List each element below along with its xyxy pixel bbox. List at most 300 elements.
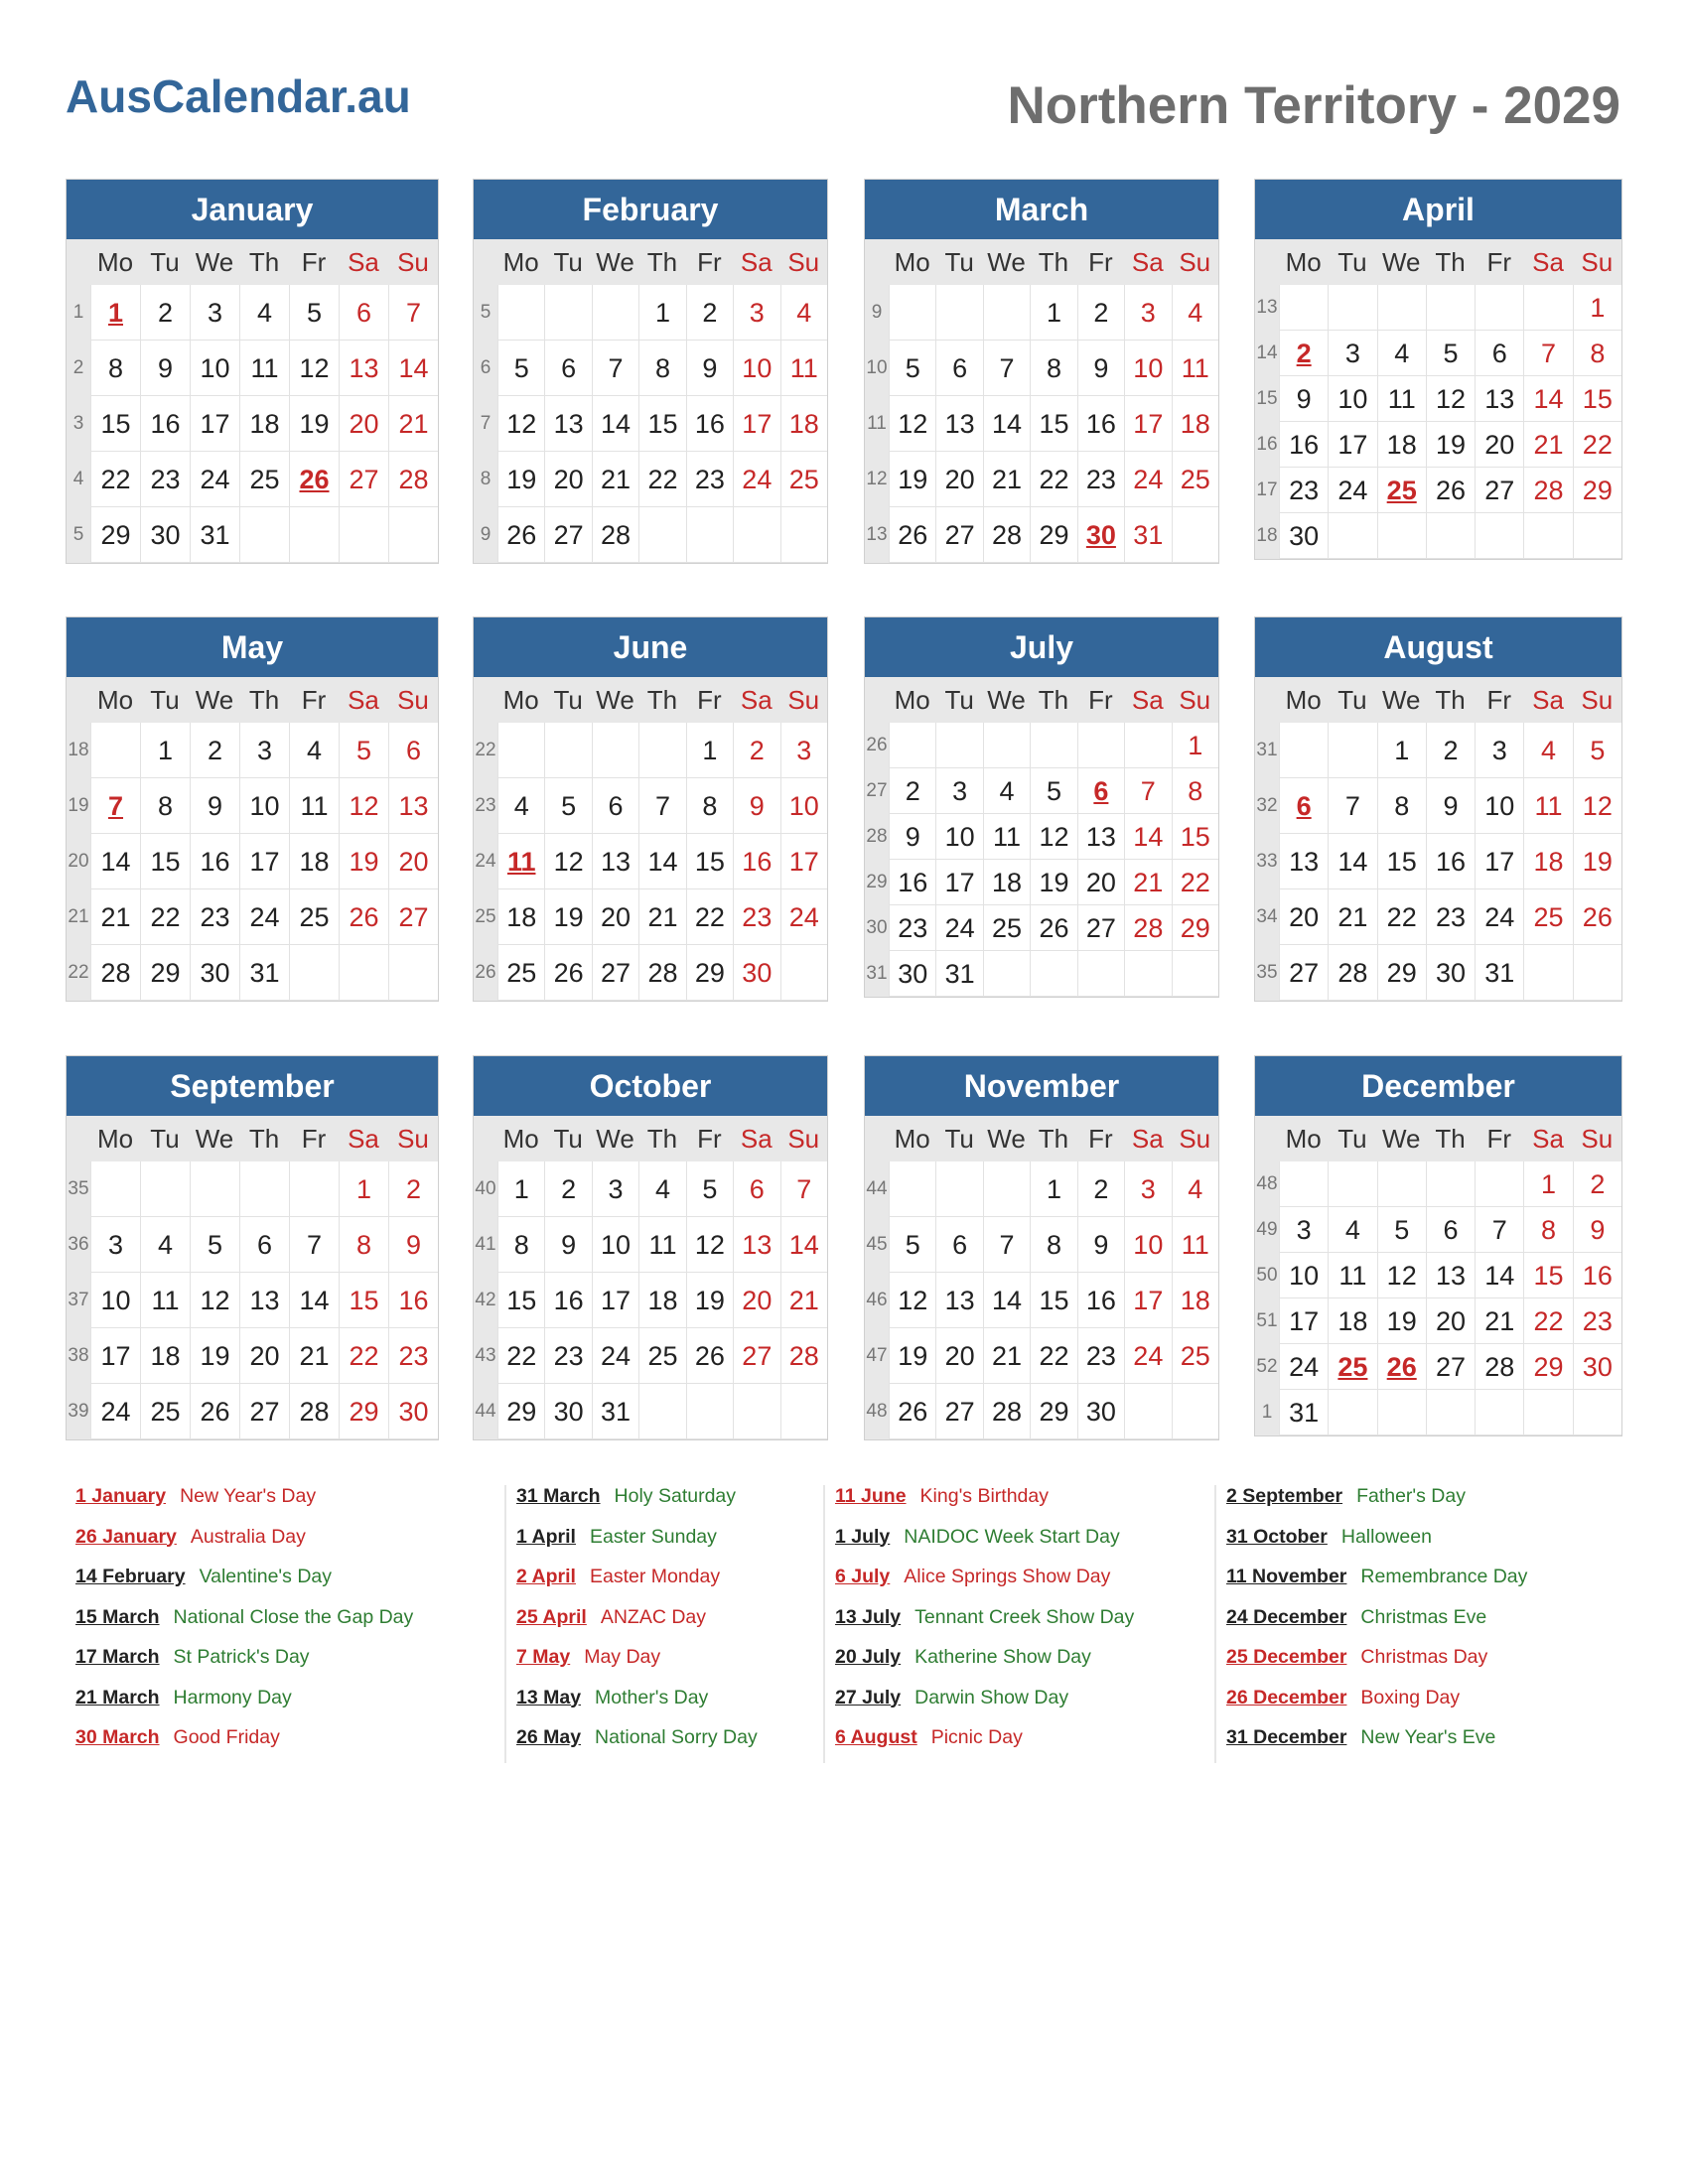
day-cell[interactable]: 24 [239,889,289,945]
day-cell[interactable]: 5 [889,341,935,396]
day-cell[interactable]: 7 [90,778,140,834]
day-cell[interactable]: 10 [90,1273,140,1328]
day-cell[interactable]: 18 [289,834,339,889]
day-cell[interactable]: 15 [1030,1273,1076,1328]
day-cell[interactable]: 5 [339,723,388,778]
day-cell[interactable]: 15 [1573,376,1621,422]
day-cell[interactable]: 30 [544,1384,591,1439]
day-cell[interactable]: 21 [1523,422,1572,468]
day-cell[interactable]: 22 [1172,860,1218,905]
day-cell[interactable]: 2 [544,1161,591,1217]
day-cell[interactable]: 26 [339,889,388,945]
day-cell[interactable]: 11 [780,341,827,396]
day-cell[interactable]: 18 [239,396,289,452]
day-cell[interactable]: 12 [339,778,388,834]
day-cell[interactable]: 22 [1523,1298,1572,1344]
day-cell[interactable]: 18 [780,396,827,452]
day-cell[interactable]: 17 [733,396,779,452]
day-cell[interactable]: 28 [289,1384,339,1439]
day-cell[interactable]: 24 [935,905,982,951]
day-cell[interactable]: 12 [497,396,544,452]
day-cell[interactable]: 24 [1279,1344,1328,1390]
day-cell[interactable]: 4 [1377,331,1426,376]
day-cell[interactable]: 16 [1077,1273,1124,1328]
day-cell[interactable]: 21 [1475,1298,1523,1344]
day-cell[interactable]: 15 [339,1273,388,1328]
day-cell[interactable]: 7 [638,778,685,834]
day-cell[interactable]: 2 [733,723,779,778]
day-cell[interactable]: 24 [1124,1328,1171,1384]
day-cell[interactable]: 16 [889,860,935,905]
day-cell[interactable]: 1 [1030,285,1076,341]
day-cell[interactable]: 21 [983,1328,1030,1384]
day-cell[interactable]: 11 [289,778,339,834]
day-cell[interactable]: 20 [1279,889,1328,945]
day-cell[interactable]: 17 [1124,396,1171,452]
day-cell[interactable]: 7 [1523,331,1572,376]
day-cell[interactable]: 3 [90,1217,140,1273]
day-cell[interactable]: 13 [1077,814,1124,860]
day-cell[interactable]: 13 [544,396,591,452]
day-cell[interactable]: 16 [140,396,190,452]
day-cell[interactable]: 2 [140,285,190,341]
day-cell[interactable]: 19 [339,834,388,889]
day-cell[interactable]: 22 [497,1328,544,1384]
day-cell[interactable]: 19 [686,1273,733,1328]
day-cell[interactable]: 6 [239,1217,289,1273]
site-logo-text[interactable]: AusCalendar.au [66,70,411,122]
day-cell[interactable]: 12 [289,341,339,396]
day-cell[interactable]: 12 [1426,376,1475,422]
day-cell[interactable]: 22 [339,1328,388,1384]
day-cell[interactable]: 12 [1573,778,1621,834]
legend-date-link[interactable]: 2 April [516,1566,576,1587]
day-cell[interactable]: 1 [686,723,733,778]
day-cell[interactable]: 30 [733,945,779,1001]
day-cell[interactable]: 23 [140,452,190,507]
day-cell[interactable]: 12 [889,396,935,452]
day-cell[interactable]: 11 [1172,341,1218,396]
day-cell[interactable]: 16 [190,834,239,889]
day-cell[interactable]: 28 [1124,905,1171,951]
day-cell[interactable]: 1 [1030,1161,1076,1217]
day-cell[interactable]: 10 [1124,1217,1171,1273]
legend-date-link[interactable]: 15 March [75,1605,160,1628]
day-cell[interactable]: 31 [1475,945,1523,1001]
day-cell[interactable]: 23 [733,889,779,945]
day-cell[interactable]: 30 [1426,945,1475,1001]
day-cell[interactable]: 14 [388,341,438,396]
day-cell[interactable]: 18 [1172,396,1218,452]
legend-date-link[interactable]: 26 May [516,1726,582,1748]
day-cell[interactable]: 29 [1030,1384,1076,1439]
day-cell[interactable]: 10 [592,1217,638,1273]
day-cell[interactable]: 23 [544,1328,591,1384]
day-cell[interactable]: 14 [592,396,638,452]
day-cell[interactable]: 9 [1573,1207,1621,1253]
day-cell[interactable]: 14 [1475,1253,1523,1298]
day-cell[interactable]: 7 [592,341,638,396]
day-cell[interactable]: 28 [592,507,638,563]
day-cell[interactable]: 14 [1523,376,1572,422]
day-cell[interactable]: 16 [686,396,733,452]
day-cell[interactable]: 26 [497,507,544,563]
day-cell[interactable]: 9 [889,814,935,860]
day-cell[interactable]: 17 [239,834,289,889]
day-cell[interactable]: 15 [638,396,685,452]
day-cell[interactable]: 20 [935,1328,982,1384]
day-cell[interactable]: 16 [1573,1253,1621,1298]
day-cell[interactable]: 1 [497,1161,544,1217]
day-cell[interactable]: 4 [1172,1161,1218,1217]
day-cell[interactable]: 8 [638,341,685,396]
day-cell[interactable]: 14 [780,1217,827,1273]
day-cell[interactable]: 29 [339,1384,388,1439]
day-cell[interactable]: 7 [780,1161,827,1217]
day-cell[interactable]: 3 [1124,1161,1171,1217]
day-cell[interactable]: 4 [638,1161,685,1217]
day-cell[interactable]: 14 [1124,814,1171,860]
day-cell[interactable]: 27 [388,889,438,945]
day-cell[interactable]: 10 [935,814,982,860]
day-cell[interactable]: 25 [1523,889,1572,945]
day-cell[interactable]: 20 [592,889,638,945]
day-cell[interactable]: 30 [1573,1344,1621,1390]
day-cell[interactable]: 10 [733,341,779,396]
day-cell[interactable]: 6 [1077,768,1124,814]
day-cell[interactable]: 19 [889,452,935,507]
day-cell[interactable]: 13 [1279,834,1328,889]
day-cell[interactable]: 7 [983,1217,1030,1273]
day-cell[interactable]: 12 [544,834,591,889]
day-cell[interactable]: 23 [889,905,935,951]
day-cell[interactable]: 29 [686,945,733,1001]
day-cell[interactable]: 2 [388,1161,438,1217]
day-cell[interactable]: 13 [239,1273,289,1328]
day-cell[interactable]: 15 [497,1273,544,1328]
day-cell[interactable]: 11 [1523,778,1572,834]
day-cell[interactable]: 24 [780,889,827,945]
day-cell[interactable]: 5 [889,1217,935,1273]
day-cell[interactable]: 19 [1573,834,1621,889]
day-cell[interactable]: 17 [780,834,827,889]
day-cell[interactable]: 26 [289,452,339,507]
day-cell[interactable]: 15 [1030,396,1076,452]
day-cell[interactable]: 19 [889,1328,935,1384]
day-cell[interactable]: 31 [1124,507,1171,563]
day-cell[interactable]: 24 [1475,889,1523,945]
day-cell[interactable]: 17 [90,1328,140,1384]
day-cell[interactable]: 30 [190,945,239,1001]
day-cell[interactable]: 2 [889,768,935,814]
day-cell[interactable]: 5 [686,1161,733,1217]
day-cell[interactable]: 13 [935,396,982,452]
day-cell[interactable]: 19 [1377,1298,1426,1344]
legend-date-link[interactable]: 26 December [1226,1686,1347,1708]
day-cell[interactable]: 3 [1328,331,1376,376]
day-cell[interactable]: 27 [339,452,388,507]
day-cell[interactable]: 31 [190,507,239,563]
day-cell[interactable]: 2 [1573,1161,1621,1207]
day-cell[interactable]: 21 [289,1328,339,1384]
day-cell[interactable]: 8 [1030,341,1076,396]
day-cell[interactable]: 8 [1573,331,1621,376]
day-cell[interactable]: 10 [1279,1253,1328,1298]
day-cell[interactable]: 15 [90,396,140,452]
legend-date-link[interactable]: 11 June [835,1485,907,1507]
day-cell[interactable]: 5 [190,1217,239,1273]
day-cell[interactable]: 23 [1426,889,1475,945]
day-cell[interactable]: 23 [1573,1298,1621,1344]
legend-date-link[interactable]: 14 February [75,1566,186,1587]
day-cell[interactable]: 12 [889,1273,935,1328]
day-cell[interactable]: 20 [339,396,388,452]
legend-date-link[interactable]: 20 July [835,1646,902,1668]
day-cell[interactable]: 20 [239,1328,289,1384]
day-cell[interactable]: 28 [638,945,685,1001]
legend-date-link[interactable]: 17 March [75,1646,160,1668]
day-cell[interactable]: 18 [140,1328,190,1384]
day-cell[interactable]: 11 [638,1217,685,1273]
day-cell[interactable]: 6 [935,341,982,396]
legend-date-link[interactable]: 13 July [835,1605,902,1628]
day-cell[interactable]: 6 [339,285,388,341]
day-cell[interactable]: 6 [935,1217,982,1273]
day-cell[interactable]: 12 [1377,1253,1426,1298]
legend-date-link[interactable]: 31 October [1226,1525,1328,1548]
day-cell[interactable]: 6 [733,1161,779,1217]
day-cell[interactable]: 5 [1426,331,1475,376]
day-cell[interactable]: 5 [1377,1207,1426,1253]
day-cell[interactable]: 27 [1475,468,1523,513]
day-cell[interactable]: 28 [1523,468,1572,513]
day-cell[interactable]: 26 [1377,1344,1426,1390]
legend-date-link[interactable]: 27 July [835,1686,902,1708]
day-cell[interactable]: 3 [935,768,982,814]
day-cell[interactable]: 3 [733,285,779,341]
day-cell[interactable]: 10 [239,778,289,834]
day-cell[interactable]: 21 [638,889,685,945]
day-cell[interactable]: 3 [1124,285,1171,341]
day-cell[interactable]: 25 [140,1384,190,1439]
day-cell[interactable]: 14 [90,834,140,889]
day-cell[interactable]: 24 [90,1384,140,1439]
day-cell[interactable]: 18 [983,860,1030,905]
day-cell[interactable]: 3 [1279,1207,1328,1253]
day-cell[interactable]: 16 [733,834,779,889]
day-cell[interactable]: 17 [592,1273,638,1328]
day-cell[interactable]: 31 [1279,1390,1328,1435]
day-cell[interactable]: 15 [140,834,190,889]
day-cell[interactable]: 10 [780,778,827,834]
day-cell[interactable]: 10 [1124,341,1171,396]
day-cell[interactable]: 31 [935,951,982,997]
day-cell[interactable]: 20 [544,452,591,507]
day-cell[interactable]: 9 [140,341,190,396]
day-cell[interactable]: 1 [90,285,140,341]
day-cell[interactable]: 4 [289,723,339,778]
day-cell[interactable]: 15 [686,834,733,889]
day-cell[interactable]: 2 [1077,285,1124,341]
day-cell[interactable]: 9 [544,1217,591,1273]
day-cell[interactable]: 1 [1172,723,1218,768]
day-cell[interactable]: 19 [497,452,544,507]
day-cell[interactable]: 5 [497,341,544,396]
day-cell[interactable]: 19 [190,1328,239,1384]
day-cell[interactable]: 13 [388,778,438,834]
day-cell[interactable]: 7 [289,1217,339,1273]
day-cell[interactable]: 25 [497,945,544,1001]
day-cell[interactable]: 4 [983,768,1030,814]
day-cell[interactable]: 27 [733,1328,779,1384]
day-cell[interactable]: 8 [1377,778,1426,834]
day-cell[interactable]: 2 [190,723,239,778]
legend-date-link[interactable]: 11 November [1226,1566,1347,1587]
day-cell[interactable]: 23 [686,452,733,507]
day-cell[interactable]: 28 [90,945,140,1001]
day-cell[interactable]: 5 [1030,768,1076,814]
day-cell[interactable]: 15 [1172,814,1218,860]
day-cell[interactable]: 1 [140,723,190,778]
legend-date-link[interactable]: 7 May [516,1646,571,1668]
day-cell[interactable]: 22 [686,889,733,945]
day-cell[interactable]: 9 [1279,376,1328,422]
day-cell[interactable]: 5 [1573,723,1621,778]
day-cell[interactable]: 8 [1172,768,1218,814]
day-cell[interactable]: 24 [190,452,239,507]
day-cell[interactable]: 4 [1328,1207,1376,1253]
day-cell[interactable]: 13 [1475,376,1523,422]
day-cell[interactable]: 24 [592,1328,638,1384]
day-cell[interactable]: 10 [190,341,239,396]
day-cell[interactable]: 8 [1523,1207,1572,1253]
day-cell[interactable]: 28 [388,452,438,507]
day-cell[interactable]: 7 [1475,1207,1523,1253]
day-cell[interactable]: 8 [1030,1217,1076,1273]
day-cell[interactable]: 16 [1077,396,1124,452]
day-cell[interactable]: 31 [239,945,289,1001]
day-cell[interactable]: 1 [339,1161,388,1217]
day-cell[interactable]: 13 [339,341,388,396]
day-cell[interactable]: 29 [1172,905,1218,951]
day-cell[interactable]: 4 [1523,723,1572,778]
day-cell[interactable]: 9 [388,1217,438,1273]
day-cell[interactable]: 21 [983,452,1030,507]
day-cell[interactable]: 14 [638,834,685,889]
day-cell[interactable]: 17 [1279,1298,1328,1344]
day-cell[interactable]: 8 [90,341,140,396]
day-cell[interactable]: 30 [388,1384,438,1439]
day-cell[interactable]: 22 [1030,1328,1076,1384]
legend-date-link[interactable]: 21 March [75,1686,160,1708]
day-cell[interactable]: 2 [1426,723,1475,778]
day-cell[interactable]: 17 [190,396,239,452]
day-cell[interactable]: 27 [935,507,982,563]
day-cell[interactable]: 28 [983,1384,1030,1439]
legend-date-link[interactable]: 30 March [75,1726,160,1748]
day-cell[interactable]: 23 [190,889,239,945]
day-cell[interactable]: 9 [1077,1217,1124,1273]
day-cell[interactable]: 14 [289,1273,339,1328]
day-cell[interactable]: 26 [190,1384,239,1439]
day-cell[interactable]: 22 [90,452,140,507]
day-cell[interactable]: 26 [889,507,935,563]
day-cell[interactable]: 11 [497,834,544,889]
day-cell[interactable]: 6 [592,778,638,834]
day-cell[interactable]: 7 [1328,778,1376,834]
day-cell[interactable]: 18 [497,889,544,945]
day-cell[interactable]: 2 [686,285,733,341]
legend-date-link[interactable]: 1 April [516,1525,576,1548]
day-cell[interactable]: 11 [1328,1253,1376,1298]
day-cell[interactable]: 28 [1328,945,1376,1001]
day-cell[interactable]: 24 [1124,452,1171,507]
day-cell[interactable]: 30 [1279,513,1328,559]
day-cell[interactable]: 28 [1475,1344,1523,1390]
day-cell[interactable]: 6 [1279,778,1328,834]
day-cell[interactable]: 27 [935,1384,982,1439]
day-cell[interactable]: 29 [90,507,140,563]
day-cell[interactable]: 9 [1426,778,1475,834]
day-cell[interactable]: 11 [239,341,289,396]
day-cell[interactable]: 29 [1377,945,1426,1001]
day-cell[interactable]: 22 [638,452,685,507]
day-cell[interactable]: 10 [1328,376,1376,422]
legend-date-link[interactable]: 31 March [516,1485,601,1507]
day-cell[interactable]: 3 [190,285,239,341]
day-cell[interactable]: 20 [733,1273,779,1328]
day-cell[interactable]: 13 [733,1217,779,1273]
day-cell[interactable]: 30 [889,951,935,997]
day-cell[interactable]: 12 [686,1217,733,1273]
day-cell[interactable]: 23 [388,1328,438,1384]
day-cell[interactable]: 27 [544,507,591,563]
day-cell[interactable]: 2 [1077,1161,1124,1217]
day-cell[interactable]: 25 [1328,1344,1376,1390]
day-cell[interactable]: 25 [780,452,827,507]
day-cell[interactable]: 28 [983,507,1030,563]
day-cell[interactable]: 10 [1475,778,1523,834]
day-cell[interactable]: 3 [239,723,289,778]
day-cell[interactable]: 9 [1077,341,1124,396]
day-cell[interactable]: 11 [983,814,1030,860]
day-cell[interactable]: 25 [983,905,1030,951]
legend-date-link[interactable]: 1 January [75,1485,167,1507]
day-cell[interactable]: 14 [1328,834,1376,889]
day-cell[interactable]: 17 [1124,1273,1171,1328]
day-cell[interactable]: 22 [140,889,190,945]
day-cell[interactable]: 20 [1426,1298,1475,1344]
legend-date-link[interactable]: 1 July [835,1525,891,1548]
day-cell[interactable]: 16 [1279,422,1328,468]
day-cell[interactable]: 21 [1328,889,1376,945]
day-cell[interactable]: 25 [289,889,339,945]
day-cell[interactable]: 22 [1377,889,1426,945]
legend-date-link[interactable]: 31 December [1226,1726,1347,1748]
legend-date-link[interactable]: 25 December [1226,1646,1347,1668]
day-cell[interactable]: 4 [497,778,544,834]
day-cell[interactable]: 27 [592,945,638,1001]
day-cell[interactable]: 9 [190,778,239,834]
day-cell[interactable]: 30 [1077,1384,1124,1439]
day-cell[interactable]: 7 [983,341,1030,396]
day-cell[interactable]: 14 [983,1273,1030,1328]
day-cell[interactable]: 25 [638,1328,685,1384]
day-cell[interactable]: 21 [388,396,438,452]
day-cell[interactable]: 5 [289,285,339,341]
day-cell[interactable]: 18 [1328,1298,1376,1344]
legend-date-link[interactable]: 6 July [835,1566,891,1587]
